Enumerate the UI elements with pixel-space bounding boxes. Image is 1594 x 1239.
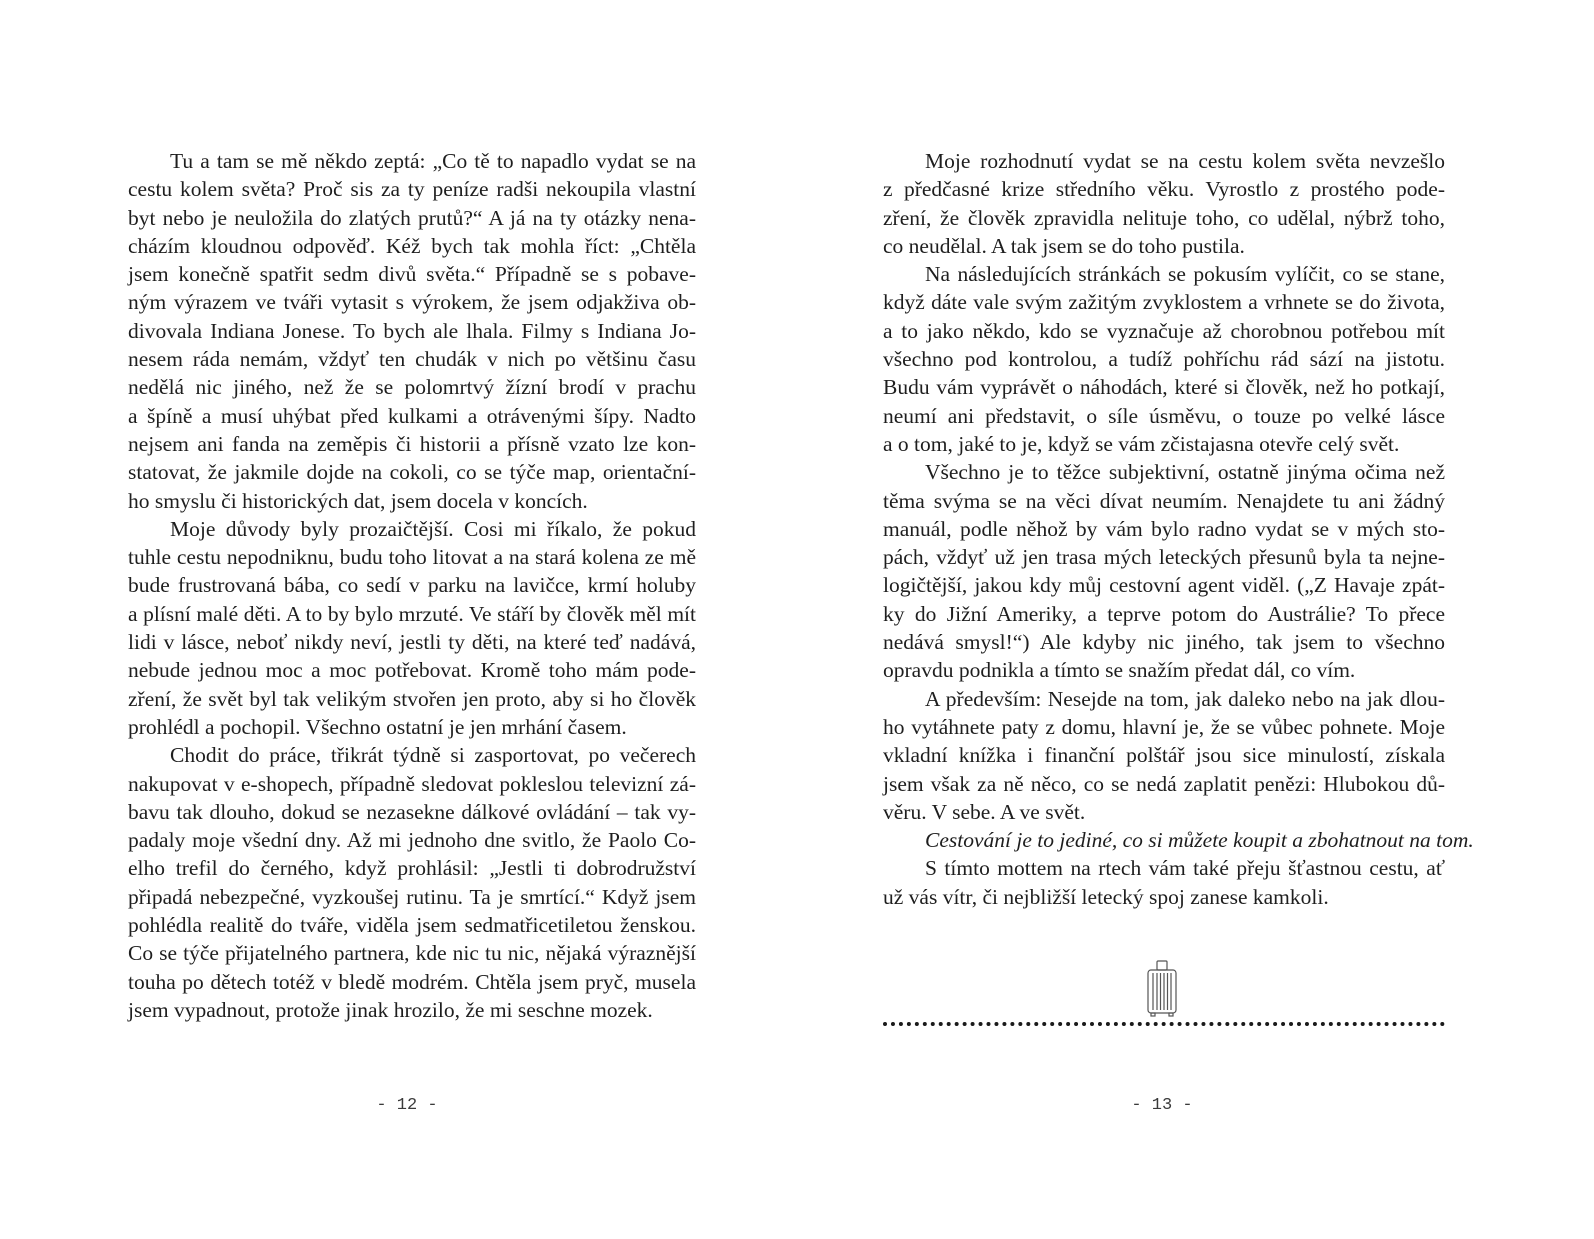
text-line: cestu kolem světa? Proč sis za ty peníze radši nekoupila vlastní: [128, 177, 696, 202]
text-line: nejsem ani fanda na zeměpis či historii a přísně vzato lze kon-: [128, 431, 696, 456]
text-line: co neudělal. A tak jsem se do toho pustila.: [883, 233, 1245, 258]
text-line: neumí ani představit, o síle úsměvu, o touze po velké lásce: [883, 403, 1445, 428]
text-line: lidi v lásce, neboť nikdy neví, jestli ty děti, na které teď nadává,: [128, 630, 696, 655]
dotted-divider: [883, 1022, 1445, 1026]
text-line: bude frustrovaná bába, co sedí v parku na lavičce, krmí holuby: [128, 573, 696, 598]
text-line: Chodit do práce, třikrát týdně si zasportovat, po večerech: [170, 743, 696, 768]
text-line: divovala Indiana Jonese. To bych ale lhala. Filmy s Indiana Jo-: [128, 318, 696, 343]
text-line: nebude jednou moc a moc potřebovat. Kromě toho mám pode-: [128, 658, 696, 683]
left-page-text: [128, 147, 696, 1024]
text-line: ky do Jižní Ameriky, a teprve potom do Austrálie? To přece: [883, 601, 1445, 626]
text-line: a to jako někdo, kdo se vyznačuje až chorobnou potřebou mít: [883, 318, 1445, 343]
text-line: jsem konečně spatřit sedm divů světa.“ Případně se s pobave-: [128, 262, 696, 287]
text-line: z předčasné krize středního věku. Vyrostlo z prostého pode-: [883, 177, 1445, 202]
page-number: - 12 -: [376, 1096, 438, 1115]
text-line: ho vytáhnete paty z domu, hlavní je, že se vůbec pohnete. Moje: [883, 714, 1445, 739]
text-line: jsem však za ně něco, co se nedá zaplatit penězi: Hlubokou dů-: [883, 771, 1445, 796]
text-line: vkladní knížka i finanční polštář jsou sice minulostí, získala: [883, 743, 1445, 768]
text-line: zření, že svět byl tak velikým stvořen jen proto, aby si ho člověk: [128, 686, 696, 711]
text-line: nedává smysl!“) Ale kdyby nic jiného, tak jsem to všechno: [883, 630, 1445, 655]
right-page: [797, 0, 1594, 1239]
text-line: a o tom, jaké to je, když se vám zčistajasna otevře celý svět.: [883, 431, 1400, 456]
text-line: jsem vypadnout, protože jinak hrozilo, že mi seschne mozek.: [128, 997, 653, 1022]
text-line: Na následujících stránkách se pokusím vylíčit, co se stane,: [925, 262, 1445, 287]
text-line: všechno pod kontrolou, a tudíž pohříchu rád sází na jistotu.: [883, 347, 1445, 372]
text-line: a plísní malé děti. A to by bylo mrzuté. Ve stáří by člověk měl mít: [128, 601, 696, 626]
text-line: a špíně a musí uhýbat před kulkami a otrávenými šípy. Nadto: [128, 403, 696, 428]
text-line: A především: Nesejde na tom, jak daleko nebo na jak dlou-: [925, 686, 1445, 711]
text-line: Moje důvody byly prozaičtější. Cosi mi říkalo, že pokud: [170, 516, 696, 541]
text-line: bavu tak dlouho, dokud se nezasekne dálkové ovládání – tak vy-: [128, 799, 696, 824]
text-line: Všechno je to těžce subjektivní, ostatně jinýma očima než: [925, 460, 1445, 485]
right-page-text: [883, 147, 1474, 911]
text-line: ným výrazem ve tváři vytasit s výrokem, že jsem odjakživa ob-: [128, 290, 696, 315]
text-line: věru. V sebe. A ve svět.: [883, 799, 1086, 824]
text-line: padaly moje všední dny. Až mi jednoho dne svitlo, že Paolo Co-: [128, 828, 696, 853]
page-number: - 13 -: [1131, 1096, 1193, 1115]
text-line: pách, vždyť už jen trasa mých leteckých přesunů byla ta nejne-: [883, 545, 1445, 570]
text-line: pohlédla realitě do tváře, viděla jsem sedmatřicetiletou ženskou.: [128, 913, 696, 938]
text-line: nedělá nic jiného, než že se polomrtvý žízní brodí v prachu: [128, 375, 696, 400]
text-line: prohlédl a pochopil. Všechno ostatní je jen mrhání časem.: [128, 714, 627, 739]
text-line: Tu a tam se mě někdo zeptá: „Co tě to napadlo vydat se na: [170, 149, 696, 173]
text-line: zření, že člověk zpravidla nelituje toho, co udělal, nýbrž toho,: [883, 205, 1445, 230]
text-line: logičtější, jakou kdy můj cestovní agent viděl. („Z Havaje zpát-: [883, 573, 1445, 598]
text-line: byt nebo je neuložila do zlatých prutů?“ A já na ty otázky nena-: [128, 205, 696, 230]
text-line: touha po dětech totéž v bledě modrém. Chtěla jsem pryč, musela: [128, 969, 696, 994]
text-line: Budu vám vyprávět o náhodách, které si člověk, než ho potkají,: [883, 375, 1445, 400]
text-line: připadá nebezpečné, vyzkoušej rutinu. Ta je smrtící.“ Když jsem: [128, 884, 696, 909]
text-line: když dáte vale svým zažitým zvyklostem a vrhnete se do života,: [883, 290, 1445, 315]
text-line: opravdu podnikla a tímto se snažím předat dál, co vím.: [883, 658, 1356, 683]
text-line: statovat, že jakmile dojde na cokoli, co se týče map, orientační-: [128, 460, 696, 485]
motto-line: Cestování je to jediné, co si můžete koupit a zbohatnout na tom.: [925, 828, 1474, 853]
text-line: těma svýma se na věci dívat neumím. Nenajdete tu ani žádný: [883, 488, 1445, 513]
text-line: tuhle cestu nepodniknu, budu toho litovat a na stará kolena ze mě: [128, 545, 696, 570]
text-line: cházím kloudnou odpověď. Kéž bych tak mohla říct: „Chtěla: [128, 233, 696, 258]
text-line: Co se týče přijatelného partnera, kde nic tu nic, nějaká výraznější: [128, 941, 696, 966]
text-line: nakupovat v e-shopech, případně sledovat pokleslou televizní zá-: [128, 771, 696, 796]
text-line: Moje rozhodnutí vydat se na cestu kolem světa nevzešlo: [925, 149, 1445, 173]
suitcase-icon: [1145, 960, 1179, 1018]
text-line: už vás vítr, či nejbližší letecký spoj zanese kamkoli.: [883, 884, 1329, 909]
text-line: ho smyslu či historických dat, jsem docela v koncích.: [128, 488, 588, 513]
text-line: elho trefil do černého, když prohlásil: „Jestli ti dobrodružství: [128, 856, 696, 881]
text-line: S tímto mottem na rtech vám také přeju šťastnou cestu, ať: [925, 856, 1445, 881]
text-line: manuál, podle něhož by vám bylo radno vydat se v mých sto-: [883, 516, 1445, 541]
text-line: nesem ráda nemám, vždyť ten chudák v nich po většinu času: [128, 347, 696, 372]
